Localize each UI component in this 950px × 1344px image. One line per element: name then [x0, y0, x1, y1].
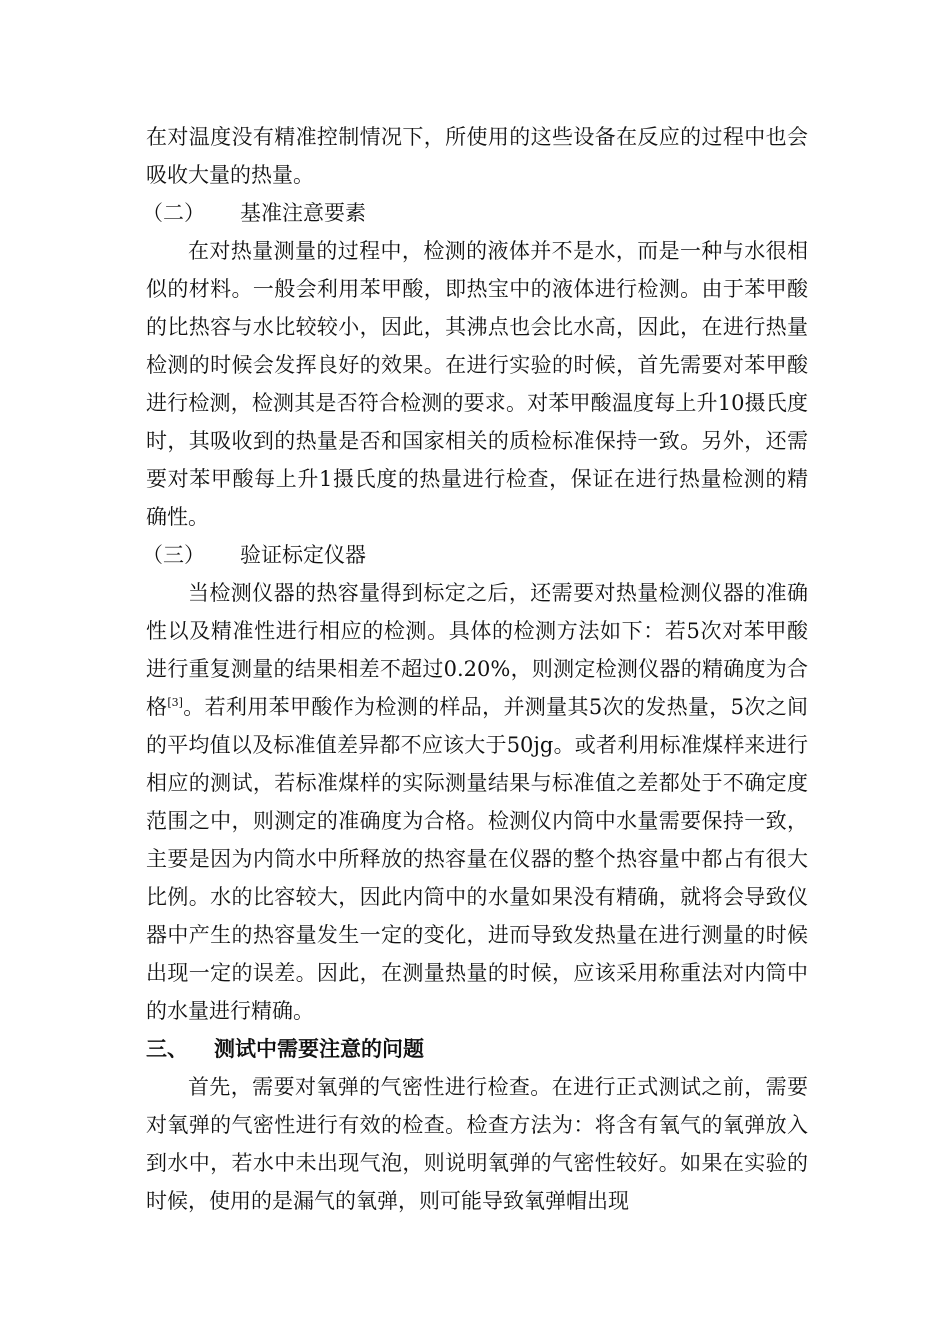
citation-mark: [3] [167, 696, 183, 709]
paragraph-calibration-part2: 。若利用苯甲酸作为检测的样品，并测量其5次的发热量，5次之间的平均值以及标准值差异都不应该大于50jg。或者利用标准煤样来进行相应的测试，若标准煤样的实际测量结果与标准值之差都处于不确定度范围之中，则测定的准确度为合格。检测仪内筒中水量需要保持一致，主要是因为内筒水中所释放的热容量在仪器的整个热容量中都占有很大比例。水的比容较大，因此内筒中的水量如果没有精确，就将会导致仪器中产生的热容量发生一定的变化，进而导致发热量在进行测量的时候出现一定的误差。因此，在测量热量的时候，应该采用称重法对内筒中的水量进行精确。 [146, 695, 808, 1023]
paragraph-continuation: 在对温度没有精准控制情况下，所使用的这些设备在反应的过程中也会吸收大量的热量。 [146, 125, 808, 187]
paragraph-calibration-part1: 当检测仪器的热容量得到标定之后，还需要对热量检测仪器的准确性以及精准性进行相应的检测。具体的检测方法如下：若5次对苯甲酸进行重复测量的结果相差不超过0.20%，则测定检测仪器的精确度为合格 [146, 581, 808, 719]
section-heading-3 [142, 536, 808, 574]
paragraph-benchmark: 在对热量测量的过程中，检测的液体并不是水，而是一种与水很相似的材料。一般会利用苯甲酸，即热宝中的液体进行检测。由于苯甲酸的比热容与水比较较小，因此，其沸点也会比水高，因此，在进行热量检测的时候会发挥良好的效果。在进行实验的时候，首先需要对苯甲酸进行检测，检测其是否符合检测的要求。对苯甲酸温度每上升10摄氏度时，其吸收到的热量是否和国家相关的质检标准保持一致。另外，还需要对苯甲酸每上升1摄氏度的热量进行检查，保证在进行热量检测的精确性。 [146, 239, 808, 529]
paragraph-oxygen-bomb: 首先，需要对氧弹的气密性进行检查。在进行正式测试之前，需要对氧弹的气密性进行有效的检查。检查方法为：将含有氧气的氧弹放入到水中，若水中未出现气泡，则说明氧弹的气密性较好。如果在实验的时候，使用的是漏气的氧弹，则可能导致氧弹帽出现 [146, 1075, 808, 1213]
main-section-heading-number: 三、 [146, 1036, 188, 1061]
section-heading-2-number: （二） [142, 201, 205, 225]
section-heading-2-title: 基准注意要素 [240, 201, 366, 225]
section-heading-3-number: （三） [142, 543, 205, 567]
section-heading-3-title: 验证标定仪器 [240, 543, 366, 567]
main-section-heading [146, 1030, 808, 1068]
section-heading-2 [142, 194, 808, 232]
document-body [142, 118, 808, 1220]
paragraph-calibration [146, 574, 808, 1030]
main-section-heading-title: 测试中需要注意的问题 [214, 1036, 424, 1061]
